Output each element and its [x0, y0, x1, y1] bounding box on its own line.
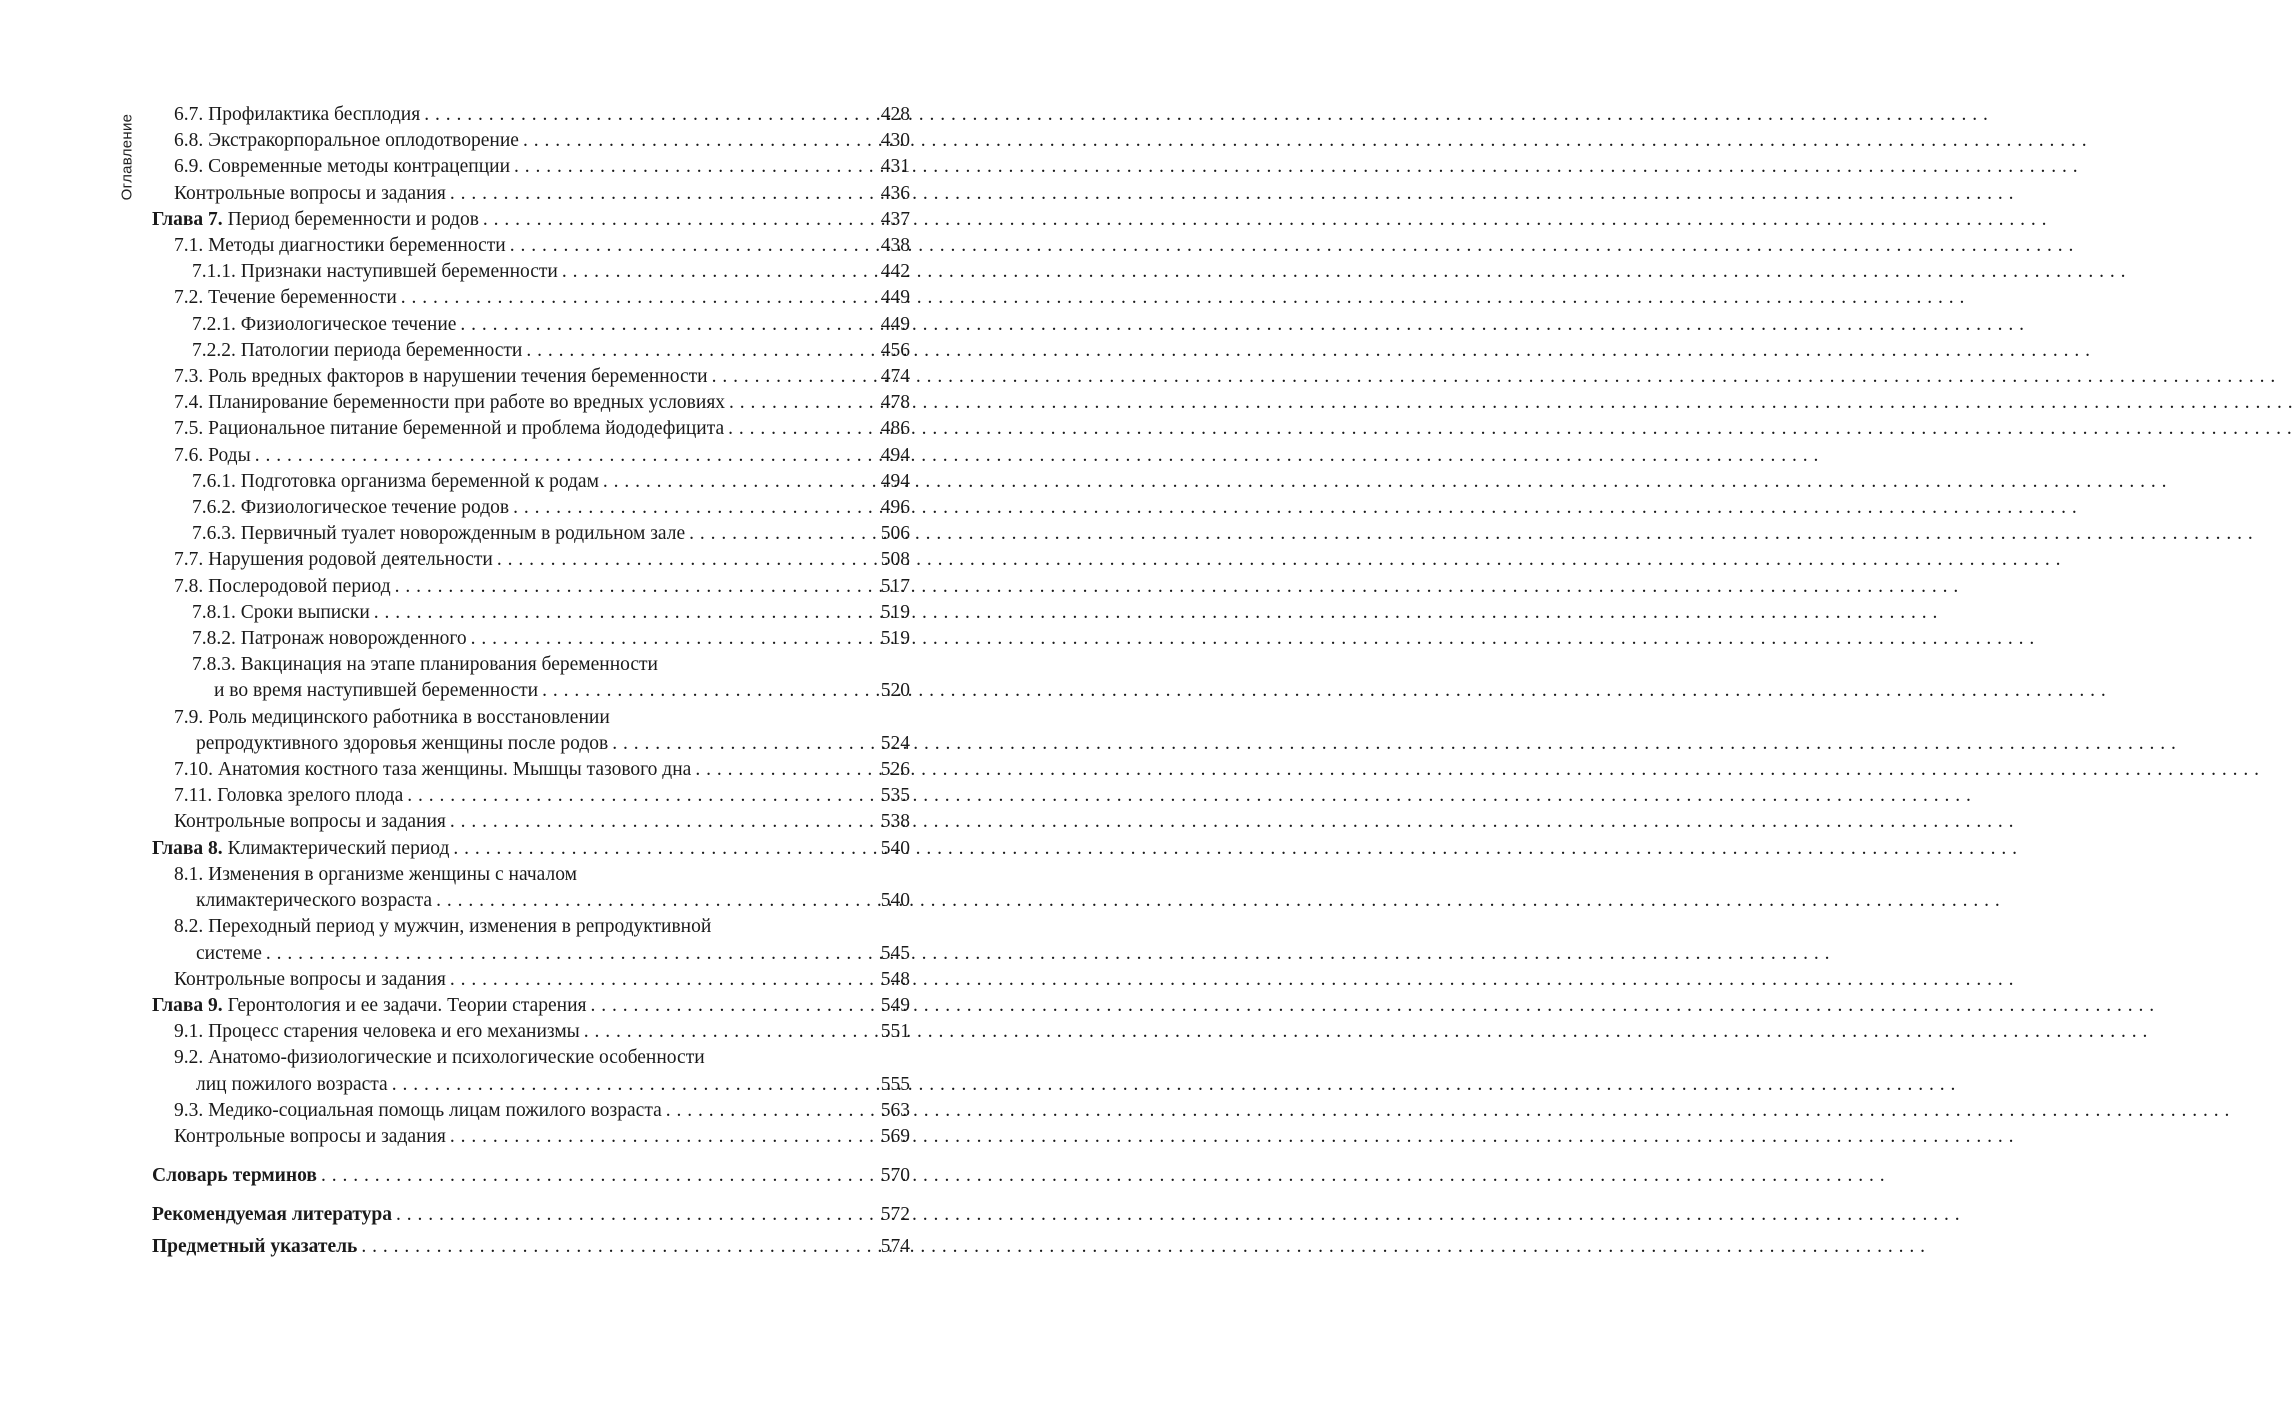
- chapter-title: Период беременности и родов: [227, 208, 479, 230]
- toc-entry-page: 524: [880, 732, 910, 754]
- dot-leader: [666, 1098, 879, 1124]
- toc-entry-page: 442: [880, 261, 910, 283]
- toc-entry-title: [152, 1234, 357, 1260]
- section-gap: [152, 1189, 910, 1202]
- toc-entry[interactable]: [152, 338, 910, 364]
- toc-chapter-entry[interactable]: [152, 207, 910, 233]
- toc-entry[interactable]: [152, 102, 910, 128]
- toc-entry-page: 520: [880, 680, 910, 702]
- toc-entry-page: 538: [880, 811, 910, 833]
- toc-entry-title: 8.1. Изменения в организме женщины с началом: [174, 863, 577, 885]
- toc-chapter-title: [152, 993, 586, 1019]
- dot-leader: [513, 495, 879, 521]
- toc-chapter-title: [152, 836, 449, 862]
- dot-leader: [392, 1072, 879, 1098]
- toc-entry-page: 506: [880, 523, 910, 545]
- toc-entry-page: 555: [880, 1073, 910, 1095]
- dot-leader: [603, 469, 879, 495]
- backmatter-title: Рекомендуемая литература: [152, 1204, 392, 1226]
- toc-entry-page: 436: [880, 182, 910, 204]
- toc-backmatter-entry[interactable]: [152, 1163, 910, 1189]
- toc-entry[interactable]: [152, 495, 910, 521]
- toc-entry-title: 7.8.2. Патронаж новорожденного: [192, 628, 467, 650]
- toc-entry-title: Контрольные вопросы и задания: [174, 968, 446, 990]
- toc-entry[interactable]: [152, 312, 910, 338]
- toc-entry-page: 569: [880, 1125, 910, 1147]
- toc-entry-title: 7.6.1. Подготовка организма беременной к родам: [192, 470, 599, 492]
- dot-leader: [450, 181, 879, 207]
- table-of-contents: [152, 102, 910, 1260]
- toc-entry-page: 517: [880, 575, 910, 597]
- dot-leader: [450, 1124, 879, 1150]
- dot-leader: [590, 993, 878, 1019]
- toc-entry-first-line[interactable]: [152, 914, 910, 940]
- toc-entry-page: 496: [880, 497, 910, 519]
- toc-entry-title: 7.9. Роль медицинского работника в восстановлении: [174, 706, 610, 728]
- toc-entry-page: 431: [880, 156, 910, 178]
- toc-entry-title: Контрольные вопросы и задания: [174, 182, 446, 204]
- toc-entry-page: 456: [880, 339, 910, 361]
- toc-entry[interactable]: [152, 521, 910, 547]
- toc-entry[interactable]: [152, 783, 910, 809]
- toc-entry[interactable]: [152, 1098, 910, 1124]
- dot-leader: [450, 967, 879, 993]
- toc-entry-title: 7.8.1. Сроки выписки: [192, 601, 370, 623]
- toc-entry-page: 449: [880, 287, 910, 309]
- toc-entry-title: Контрольные вопросы и задания: [174, 1125, 446, 1147]
- dot-leader: [321, 1163, 879, 1189]
- toc-entry-first-line[interactable]: [152, 862, 910, 888]
- toc-entry-title-continued: репродуктивного здоровья женщины после родов: [196, 732, 609, 754]
- backmatter-title: Словарь терминов: [152, 1165, 317, 1187]
- toc-entry-first-line[interactable]: [152, 652, 910, 678]
- toc-entry-title: 7.1.1. Признаки наступившей беременности: [192, 261, 558, 283]
- chapter-number: Глава 7.: [152, 208, 223, 230]
- toc-entry-title: 7.11. Головка зрелого плода: [174, 785, 404, 807]
- toc-entry-title: 7.5. Рациональное питание беременной и проблема йододефицита: [174, 418, 725, 440]
- toc-entry-title: 6.9. Современные методы контрацепции: [174, 156, 511, 178]
- toc-entry-page: 574: [880, 1235, 910, 1257]
- toc-entry-continuation[interactable]: [152, 1072, 910, 1098]
- toc-entry-title: 7.3. Роль вредных факторов в нарушении течения беременности: [174, 366, 708, 388]
- toc-entry[interactable]: [152, 154, 910, 180]
- dot-leader: [510, 233, 879, 259]
- toc-entry-title: 9.2. Анатомо-физиологические и психологические особенности: [174, 1047, 705, 1069]
- toc-entry-page: 572: [880, 1204, 910, 1226]
- toc-entry-title-continued: климактерического возраста: [196, 890, 433, 912]
- toc-entry[interactable]: [152, 626, 910, 652]
- toc-entry[interactable]: [152, 128, 910, 154]
- toc-entry-title: [152, 1202, 392, 1228]
- toc-entry-continuation[interactable]: [152, 888, 910, 914]
- dot-leader: [361, 1234, 878, 1260]
- toc-entry[interactable]: [152, 757, 910, 783]
- toc-entry-page: 519: [880, 628, 910, 650]
- toc-entry[interactable]: [152, 469, 910, 495]
- toc-entry-page: 540: [880, 890, 910, 912]
- toc-entry-title: 7.7. Нарушения родовой деятельности: [174, 549, 493, 571]
- dot-leader: [255, 443, 879, 469]
- toc-entry[interactable]: [152, 809, 910, 835]
- dot-leader: [728, 416, 879, 442]
- toc-entry[interactable]: [152, 285, 910, 311]
- dot-leader: [497, 547, 879, 573]
- dot-leader: [450, 809, 879, 835]
- toc-entry-title: 9.1. Процесс старения человека и его механизмы: [174, 1021, 580, 1043]
- toc-entry-title: 7.8. Послеродовой период: [174, 575, 391, 597]
- dot-leader: [542, 678, 879, 704]
- toc-entry-page: 428: [880, 104, 910, 125]
- toc-entry-page: 437: [880, 208, 910, 230]
- toc-entry-title: [152, 1163, 317, 1189]
- toc-entry[interactable]: [152, 1019, 910, 1045]
- dot-leader: [460, 312, 878, 338]
- toc-entry[interactable]: [152, 233, 910, 259]
- toc-entry-first-line[interactable]: [152, 1045, 910, 1071]
- dot-leader: [729, 390, 879, 416]
- running-header-text: Оглавление: [118, 113, 136, 201]
- toc-backmatter-entry[interactable]: [152, 1202, 910, 1228]
- dot-leader: [526, 338, 878, 364]
- toc-entry-continuation[interactable]: [152, 941, 910, 967]
- dot-leader: [424, 102, 879, 128]
- dot-leader: [689, 521, 879, 547]
- toc-entry[interactable]: [152, 181, 910, 207]
- toc-entry-page: 438: [880, 235, 910, 257]
- toc-entry-page: 535: [880, 785, 910, 807]
- dot-leader: [407, 783, 878, 809]
- toc-entry-page: 474: [880, 366, 910, 388]
- dot-leader: [396, 1202, 879, 1228]
- dot-leader: [514, 154, 879, 180]
- toc-entry-title: 7.6.2. Физиологическое течение родов: [192, 497, 510, 519]
- dot-leader: [471, 626, 879, 652]
- toc-entry-page: 563: [880, 1099, 910, 1121]
- toc-entry-page: 494: [880, 470, 910, 492]
- toc-chapter-entry[interactable]: [152, 993, 910, 1019]
- toc-entry-page: 526: [880, 759, 910, 781]
- dot-leader: [266, 941, 879, 967]
- toc-entry-page: 549: [880, 994, 910, 1016]
- toc-entry[interactable]: [152, 364, 910, 390]
- toc-entry-page: 545: [880, 942, 910, 964]
- toc-entry-page: 478: [880, 392, 910, 414]
- toc-entry-page: 540: [880, 837, 910, 859]
- dot-leader: [401, 285, 879, 311]
- toc-entry-title: 7.8.3. Вакцинация на этапе планирования беременности: [192, 654, 658, 676]
- toc-entry-page: 494: [880, 444, 910, 466]
- dot-leader: [374, 600, 879, 626]
- toc-entry-title: 9.3. Медико-социальная помощь лицам пожилого возраста: [174, 1099, 662, 1121]
- toc-entry-page: 548: [880, 968, 910, 990]
- toc-entry-title: 7.4. Планирование беременности при работе во вредных условиях: [174, 392, 726, 414]
- toc-entry-page: 486: [880, 418, 910, 440]
- toc-entry-title: 7.10. Анатомия костного таза женщины. Мышцы тазового дна: [174, 759, 692, 781]
- dot-leader: [483, 207, 879, 233]
- toc-entry-title: 7.6.3. Первичный туалет новорожденным в родильном зале: [192, 523, 686, 545]
- toc-entry[interactable]: [152, 416, 910, 442]
- toc-entry-title: 7.1. Методы диагностики беременности: [174, 235, 506, 257]
- toc-entry-page: 519: [880, 601, 910, 623]
- chapter-title: Климактерический период: [227, 837, 450, 859]
- toc-entry-title: 7.2.1. Физиологическое течение: [192, 313, 457, 335]
- toc-entry-continuation[interactable]: [152, 731, 910, 757]
- toc-entry[interactable]: [152, 259, 910, 285]
- section-gap: [152, 1150, 910, 1163]
- dot-leader: [612, 731, 879, 757]
- dot-leader: [523, 128, 879, 154]
- toc-entry-continuation[interactable]: [152, 678, 910, 704]
- dot-leader: [453, 836, 878, 862]
- toc-entry[interactable]: [152, 390, 910, 416]
- toc-entry-title: 8.2. Переходный период у мужчин, изменения в репродуктивной: [174, 916, 712, 938]
- toc-entry-page: 508: [880, 549, 910, 571]
- chapter-title: Геронтология и ее задачи. Теории старения: [227, 994, 587, 1016]
- dot-leader: [584, 1019, 879, 1045]
- toc-entry-page: 449: [880, 313, 910, 335]
- toc-entry[interactable]: [152, 547, 910, 573]
- toc-entry-title: 7.2.2. Патологии периода беременности: [192, 339, 523, 361]
- toc-entry-title-continued: системе: [196, 942, 262, 964]
- chapter-number: Глава 9.: [152, 994, 223, 1016]
- toc-backmatter-entry[interactable]: [152, 1234, 910, 1260]
- running-header: [105, 105, 150, 210]
- dot-leader: [562, 259, 879, 285]
- toc-entry[interactable]: [152, 574, 910, 600]
- toc-chapter-entry[interactable]: [152, 836, 910, 862]
- toc-entry-title-continued: лиц пожилого возраста: [196, 1073, 388, 1095]
- dot-leader: [395, 574, 879, 600]
- chapter-number: Глава 8.: [152, 837, 223, 859]
- toc-entry[interactable]: [152, 1124, 910, 1150]
- toc-entry[interactable]: [152, 443, 910, 469]
- toc-entry-title: 7.6. Роды: [174, 444, 251, 466]
- toc-entry-title: 6.8. Экстракорпоральное оплодотворение: [174, 130, 519, 152]
- toc-entry-title-continued: и во время наступившей беременности: [214, 680, 539, 702]
- toc-entry-first-line[interactable]: [152, 705, 910, 731]
- dot-leader: [436, 888, 879, 914]
- toc-chapter-title: [152, 207, 479, 233]
- toc-entry-page: 430: [880, 130, 910, 152]
- toc-entry-page: 551: [880, 1021, 910, 1043]
- dot-leader: [712, 364, 879, 390]
- dot-leader: [695, 757, 878, 783]
- toc-entry[interactable]: [152, 967, 910, 993]
- toc-entry-page: 570: [880, 1165, 910, 1187]
- toc-entry-title: Контрольные вопросы и задания: [174, 811, 446, 833]
- backmatter-title: Предметный указатель: [152, 1235, 358, 1257]
- toc-entry[interactable]: [152, 600, 910, 626]
- toc-entry-title: 7.2. Течение беременности: [174, 287, 397, 309]
- toc-entry-title: 6.7. Профилактика бесплодия: [174, 104, 421, 125]
